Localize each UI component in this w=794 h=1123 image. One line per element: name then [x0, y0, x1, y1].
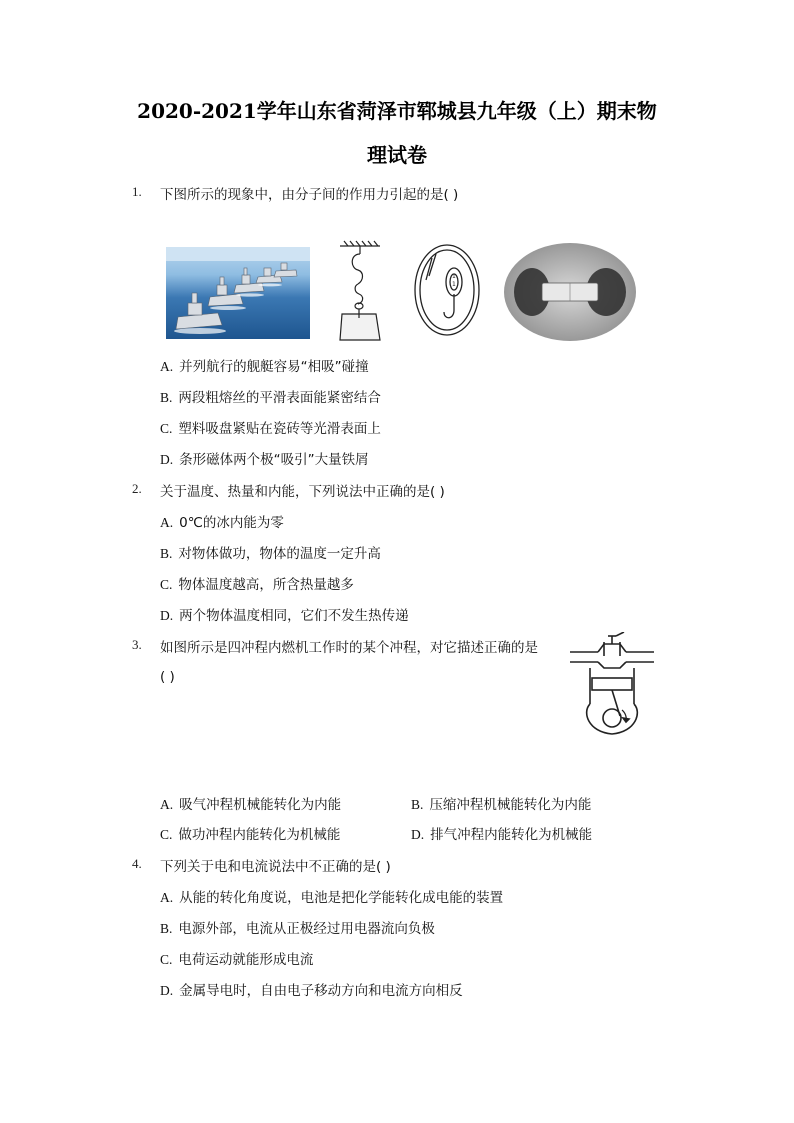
- q3-option-c[interactable]: [160, 823, 340, 843]
- q4-option-a-text: 从能的转化角度说，电池是把化学能转化成电能的装置: [179, 890, 504, 906]
- suction-cup-mark-1: 1: [452, 273, 456, 280]
- q2-option-d-text: 两个物体温度相同，它们不发生热传递: [179, 608, 409, 624]
- q3-option-a-letter: A.: [160, 797, 174, 812]
- q1-option-d-letter: D.: [160, 452, 174, 467]
- engine-cylinder-diagram: [568, 632, 656, 738]
- q2-option-c-text: 物体温度越高，所含热量越多: [178, 577, 354, 593]
- q2-option-d-letter: D.: [160, 608, 174, 623]
- q3-option-c-letter: C.: [160, 827, 173, 842]
- ships-photo: [166, 247, 310, 339]
- question-3-number: 3.: [132, 637, 142, 652]
- q3-option-b[interactable]: [411, 793, 591, 813]
- q2-option-b-letter: B.: [160, 546, 173, 561]
- q2-option-a-text: 0℃的冰内能为零: [179, 515, 284, 531]
- q4-option-a[interactable]: [160, 886, 503, 906]
- q2-option-d[interactable]: [160, 604, 409, 624]
- suction-cup-mark-2: 1: [452, 281, 456, 288]
- q2-option-c[interactable]: [160, 573, 354, 593]
- q3-option-d[interactable]: [411, 823, 592, 843]
- q3-option-d-text: 排气冲程内能转化为机械能: [430, 827, 593, 843]
- q3-option-b-letter: B.: [411, 797, 424, 812]
- q2-option-b[interactable]: [160, 542, 381, 562]
- q4-option-c-letter: C.: [160, 952, 173, 967]
- suction-cup-diagram: [412, 240, 482, 342]
- q2-option-b-text: 对物体做功，物体的温度一定升高: [178, 546, 381, 562]
- q1-option-a-text: 并列航行的舰艇容易“相吸”碰撞: [179, 359, 369, 375]
- q1-option-a-letter: A.: [160, 359, 174, 374]
- ships-illustration: [166, 247, 310, 339]
- q4-option-b-letter: B.: [160, 921, 173, 936]
- question-1-number: 1.: [132, 184, 142, 199]
- question-1-text: 下图所示的现象中，由分子间的作用力引起的是( ): [160, 187, 459, 203]
- q3-option-a-text: 吸气冲程机械能转化为内能: [179, 797, 342, 813]
- q4-option-b-text: 电源外部，电流从正极经过用电器流向负极: [178, 921, 435, 937]
- q2-option-c-letter: C.: [160, 577, 173, 592]
- exam-title-line2: 理试卷: [367, 143, 427, 167]
- engine-cylinder-drawing: [568, 632, 656, 738]
- question-4-text: 下列关于电和电流说法中不正确的是( ): [160, 859, 391, 875]
- question-2-text: 关于温度、热量和内能，下列说法中正确的是( ): [160, 484, 445, 500]
- question-3-text-cont: ( ): [160, 669, 175, 685]
- question-2-number: 2.: [132, 481, 142, 496]
- q4-option-b[interactable]: [160, 917, 435, 937]
- exam-title-line1: 2020-2021学年山东省菏泽市郓城县九年级（上）期末物: [137, 99, 657, 123]
- magnet-filings-drawing: [502, 240, 638, 342]
- q2-option-a-letter: A.: [160, 515, 174, 530]
- q4-option-d-letter: D.: [160, 983, 174, 998]
- question-4-number: 4.: [132, 856, 142, 871]
- q4-option-d-text: 金属导电时，自由电子移动方向和电流方向相反: [179, 983, 463, 999]
- question-3-text: 如图所示是四冲程内燃机工作时的某个冲程，对它描述正确的是: [160, 640, 538, 656]
- q1-option-b-letter: B.: [160, 390, 173, 405]
- q3-option-b-text: 压缩冲程机械能转化为内能: [429, 797, 592, 813]
- q1-option-a[interactable]: [160, 355, 369, 375]
- suction-cup-drawing: [412, 240, 482, 342]
- q4-option-c-text: 电荷运动就能形成电流: [178, 952, 314, 968]
- q1-option-d[interactable]: [160, 448, 369, 468]
- hanging-weight-drawing: [332, 240, 388, 342]
- q1-option-d-text: 条形磁体两个极“吸引”大量铁屑: [179, 452, 369, 468]
- q1-option-b[interactable]: [160, 386, 381, 406]
- q1-option-b-text: 两段粗熔丝的平滑表面能紧密结合: [178, 390, 381, 406]
- hanging-weight-diagram: [332, 240, 388, 342]
- q2-option-a[interactable]: [160, 511, 284, 531]
- magnet-filings-photo: [502, 240, 638, 342]
- q4-option-d[interactable]: [160, 979, 463, 999]
- q3-option-c-text: 做功冲程内能转化为机械能: [178, 827, 341, 843]
- q1-option-c-text: 塑料吸盘紧贴在瓷砖等光滑表面上: [178, 421, 381, 437]
- q3-option-d-letter: D.: [411, 827, 425, 842]
- q1-option-c-letter: C.: [160, 421, 173, 436]
- q3-option-a[interactable]: [160, 793, 341, 813]
- q1-option-c[interactable]: [160, 417, 381, 437]
- q4-option-c[interactable]: [160, 948, 313, 968]
- q4-option-a-letter: A.: [160, 890, 174, 905]
